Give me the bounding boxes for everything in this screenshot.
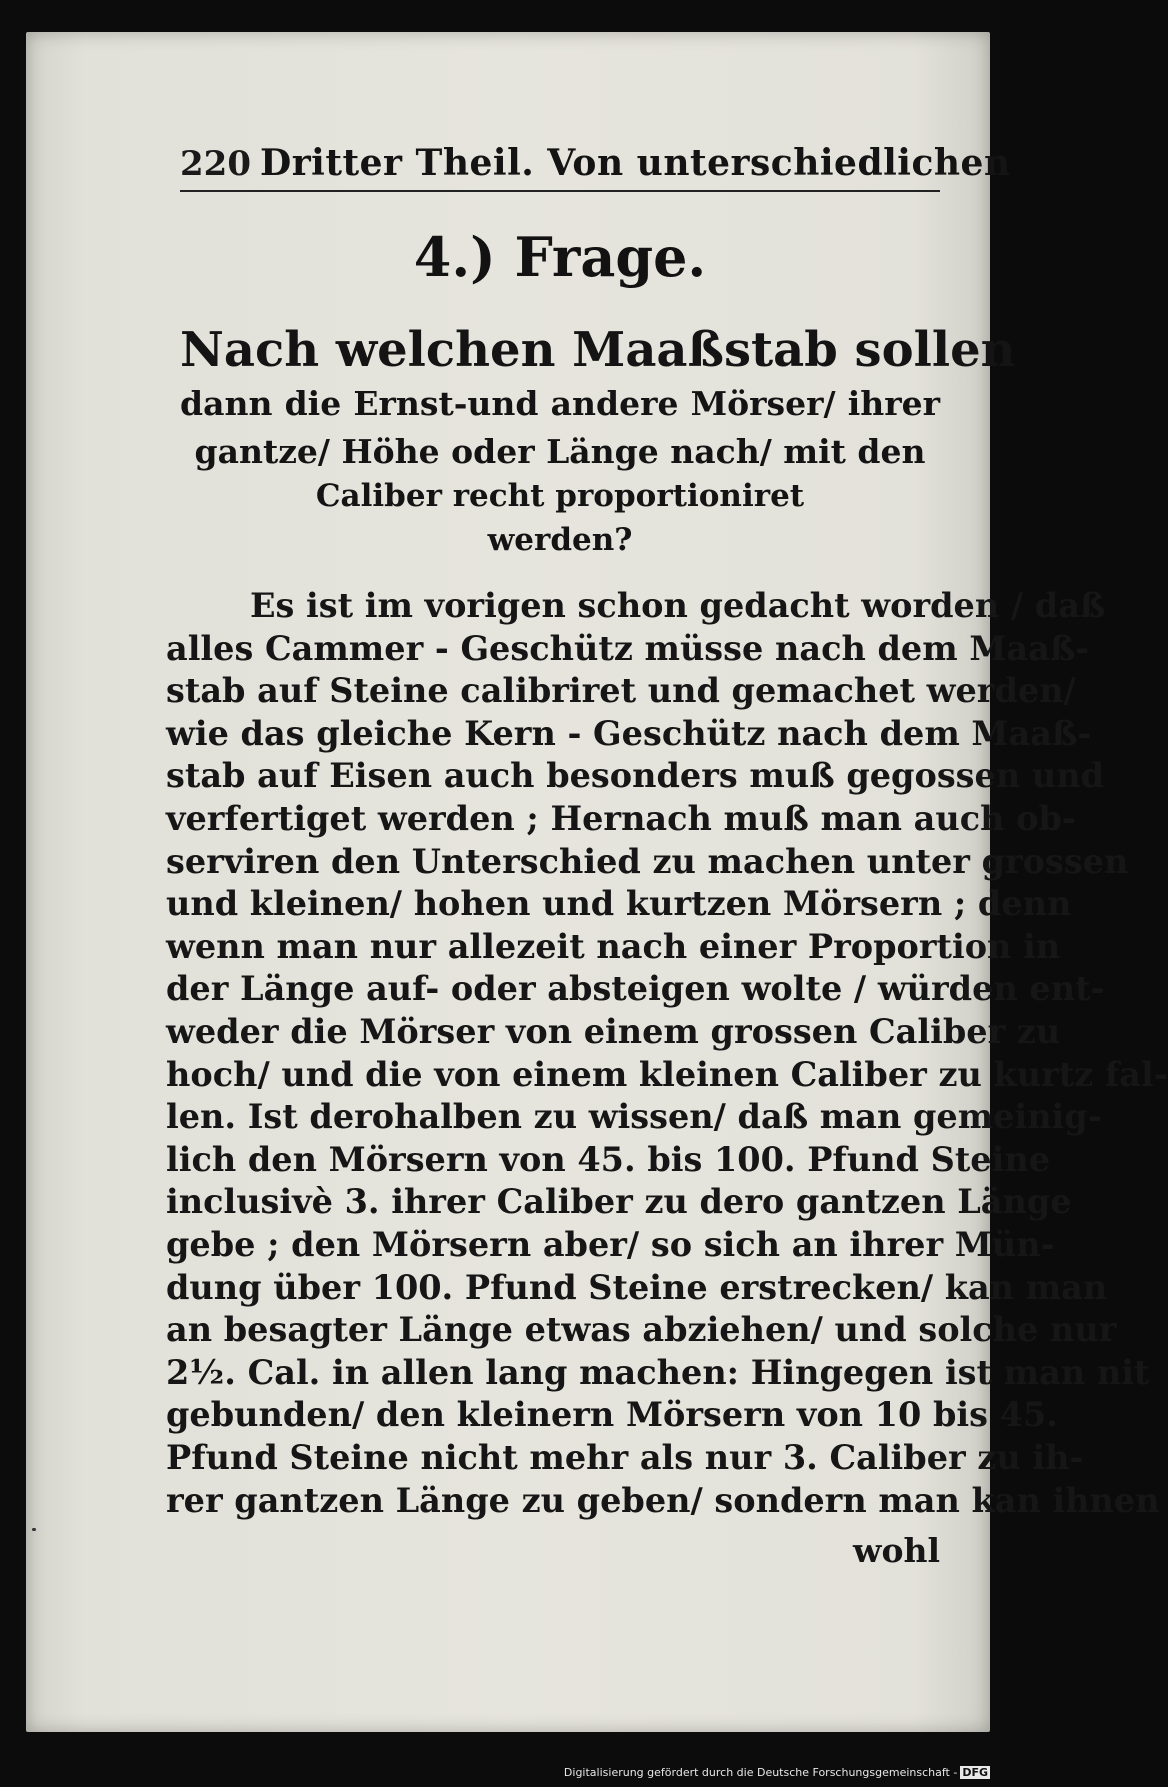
body-line: Es ist im vorigen schon gedacht worden / daß: [250, 586, 1106, 625]
question-title-line: Nach welchen Maaßstab sollen: [180, 322, 1016, 378]
body-line: dung über 100. Pfund Steine erstrecken/ kan man: [166, 1267, 1108, 1307]
footer-credit: [564, 1766, 990, 1779]
question-number: 4.) Frage.: [413, 225, 707, 289]
page-number: 220: [180, 144, 251, 184]
dfg-logo: DFG: [962, 1766, 988, 1779]
body-line: len. Ist derohalben zu wissen/ daß man gemeinig-: [166, 1097, 1102, 1137]
running-head: Dritter Theil. Von unterschiedlichen: [260, 142, 1011, 184]
catchword: wohl: [853, 1531, 940, 1570]
question-title-line: Caliber recht proportioniret: [315, 478, 805, 514]
question-title-line: werden?: [487, 522, 633, 558]
body-line: stab auf Eisen auch besonders muß gegossen und: [166, 756, 1105, 796]
body-line: wenn man nur allezeit nach einer Proportion in: [166, 926, 1061, 966]
body-line: verfertiget werden ; Hernach muß man auch ob-: [166, 799, 1076, 838]
body-line: wie das gleiche Kern - Geschütz nach dem Maaß-: [166, 713, 1092, 753]
body-line: alles Cammer - Geschütz müsse nach dem Maaß-: [166, 628, 1090, 668]
body-line: lich den Mörsern von 45. bis 100. Pfund Steine: [166, 1139, 1051, 1179]
ink-speck: [32, 1528, 36, 1531]
body-line: 2½. Cal. in allen lang machen: Hingegen ist man nit: [166, 1352, 1150, 1392]
body-line: Pfund Steine nicht mehr als nur 3. Caliber zu ih-: [166, 1438, 1084, 1477]
body-line: serviren den Unterschied zu machen unter grossen: [166, 841, 1129, 881]
body-line: rer gantzen Länge zu geben/ sondern man kan ihnen: [166, 1480, 1160, 1520]
page-header: [180, 140, 1011, 192]
body-line: hoch/ und die von einem kleinen Caliber zu kurtz fal-: [166, 1054, 1168, 1094]
body-line: gebe ; den Mörsern aber/ so sich an ihrer Mün-: [166, 1225, 1055, 1264]
body-line: inclusivè 3. ihrer Caliber zu dero gantzen Länge: [166, 1182, 1072, 1222]
body-line: der Länge auf- oder absteigen wolte / würden ent-: [166, 969, 1105, 1009]
body-line: und kleinen/ hohen und kurtzen Mörsern ; denn: [166, 884, 1072, 924]
body-line: weder die Mörser von einem grossen Caliber zu: [166, 1012, 1061, 1051]
footer-text: Digitalisierung gefördert durch die Deutsche Forschungsgemeinschaft -: [563, 1766, 958, 1779]
body-line: gebunden/ den kleinern Mörsern von 10 bis 45.: [166, 1395, 1058, 1435]
question-title-line: dann die Ernst-und andere Mörser/ ihrer: [180, 384, 940, 423]
body-line: stab auf Steine calibriret und gemachet werden/: [166, 671, 1076, 711]
body-line: an besagter Länge etwas abziehen/ und solche nur: [166, 1310, 1117, 1350]
question-title-line: gantze/ Höhe oder Länge nach/ mit den: [194, 432, 926, 471]
